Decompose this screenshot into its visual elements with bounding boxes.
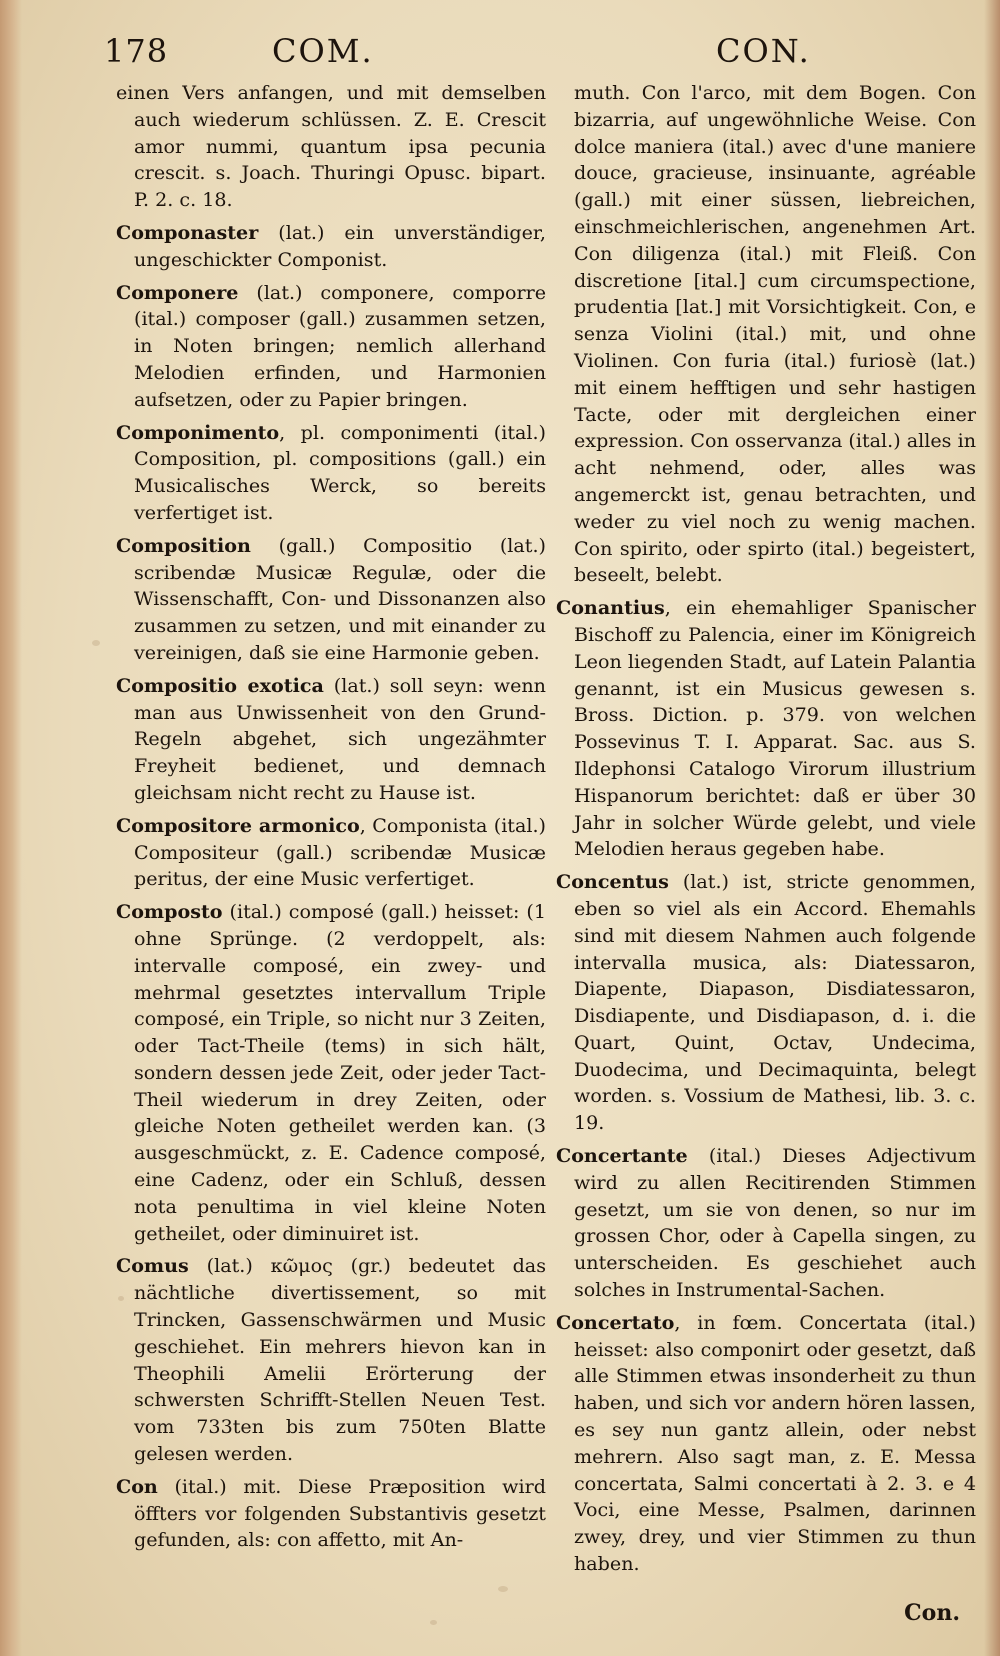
entry-text: (lat.) ist, stricte genommen, eben so viel als ein Accord. Ehemahls sind mit diesem Nahmen auch folgende intervalla musica, als: Diatessaron, Diapente, Diapason, Disdiatessaron, Disdiapente, und Disdiapason, d. i. die Quart, Quint, Octav, Undecima, Duodecima, und Decimaquinta, belegt worden. s. Vossium de Mathesi, lib. 3. c. 19. bbox=[574, 870, 976, 1135]
entry-headword: Compositore armonico bbox=[116, 813, 360, 837]
entry-text: (lat.) κῶμος (gr.) bedeutet das nächtliche divertissement, so mit Trincken, Gassenschwärmen und Music geschiehet. Ein mehrers hievon kan in Theophili Amelii Erörterung der schwersten Schrifft-Stellen Neuen Test. vom 733ten bis zum 750ten Blatte gelesen werden. bbox=[134, 1254, 546, 1466]
entry-text: (gall.) Compositio (lat.) scribendæ Musicæ Regulæ, oder die Wissenschafft, Con- und Dissonanzen also zusammen zu setzen, und mit einander zu vereinigen, daß sie eine Harmonie geben. bbox=[134, 533, 546, 664]
entry-headword: Composto bbox=[116, 900, 223, 924]
dictionary-entry bbox=[116, 420, 546, 527]
dictionary-entry bbox=[116, 1474, 546, 1554]
entry-text: (lat.) componere, comporre (ital.) composer (gall.) zusammen setzen, in Noten bringen; nemlich allerhand Melodien erfinden, und Harmonien aufsetzen, oder zu Papier bringen. bbox=[134, 280, 546, 411]
entry-text: (ital.) mit. Diese Præposition wird öffters vor folgenden Substantivis gesetzt gefunden, als: con affetto, mit An- bbox=[134, 1474, 546, 1552]
entry-headword: Componimento bbox=[116, 420, 280, 444]
foxing-spot bbox=[498, 1586, 508, 1592]
entry-text: einen Vers anfangen, und mit demselben auch wiederum schlüssen. Z. E. Crescit amor nummi, quantum ipsa pecunia crescit. s. Joach. Thuringi Opusc. bipart. P. 2. c. 18. bbox=[116, 81, 546, 212]
dictionary-entry bbox=[116, 673, 546, 807]
entry-text: , ein ehemahliger Spanischer Bischoff zu Palencia, einer im Königreich Leon liegenden Stadt, auf Latein Palantia genannt, ist ein Musicus gewesen s. Bross. Diction. p. 379. von welchen Possevinus T. I. Apparat. Sac. aus S. Ildephonsi Catalogo Virorum illustrium Hispanorum berichtet: daß er über 30 Jahr in solcher Würde gelebt, und viele Melodien heraus gegeben habe. bbox=[574, 596, 976, 861]
page-edge-left bbox=[0, 0, 22, 1656]
running-header bbox=[104, 26, 984, 76]
dictionary-entry bbox=[556, 1310, 976, 1578]
entry-headword: Comus bbox=[116, 1254, 189, 1278]
entry-text: (lat.) ein unverständiger, ungeschickter Componist. bbox=[134, 220, 546, 271]
page-edge-right bbox=[984, 0, 1000, 1656]
dictionary-entry bbox=[116, 533, 546, 667]
page-number: 178 bbox=[104, 32, 169, 70]
entry-headword: Concentus bbox=[556, 870, 669, 894]
foxing-spot bbox=[430, 1620, 437, 1625]
entry-headword: Composition bbox=[116, 533, 251, 557]
entry-headword: Concertato bbox=[556, 1310, 675, 1334]
dictionary-entry bbox=[556, 869, 976, 1137]
dictionary-entry bbox=[556, 80, 976, 589]
dictionary-entry bbox=[116, 280, 546, 414]
dictionary-entry bbox=[116, 80, 546, 214]
dictionary-entry bbox=[116, 220, 546, 274]
entry-text: , in fœm. Concertata (ital.) heisset: also componirt oder gesetzt, daß alle Stimmen etwas insonderheit zu thun haben, und sich vor andern hören lassen, es sey nun gantz allein, oder nebst mehrern. Also sagt man, z. E. Messa concertata, Salmi concertati à 2. 3. e 4 Voci, eine Messe, Psalmen, darinnen zwey, drey, und vier Stimmen zu thun haben. bbox=[574, 1310, 976, 1576]
left-text-column bbox=[116, 80, 546, 1560]
catchword: Con. bbox=[904, 1600, 960, 1626]
entry-text: (ital.) Dieses Adjectivum wird zu allen Recitirenden Stimmen gesetzt, um sie von denen, so nur im grossen Chor, oder à Capella singen, zu unterscheiden. Es geschiehet auch solches in Instrumental-Sachen. bbox=[574, 1144, 976, 1302]
entry-text: muth. Con l'arco, mit dem Bogen. Con bizarria, auf ungewöhnliche Weise. Con dolce maniera (ital.) avec d'une maniere douce, gracieuse, insinuante, agréable (gall.) mit einer süssen, liebreichen, einschmeichlerischen, angenehmen Art. Con diligenza (ital.) mit Fleiß. Con discretione [ital.] cum circumspectione, prudentia [lat.] mit Vorsichtigkeit. Con, e senza Violini (ital.) mit, und ohne Violinen. Con furia (ital.) furiosè (lat.) mit einem hefftigen und sehr hastigen Tacte, oder mit dergleichen einer expression. Con osservanza (ital.) alles in acht nehmend, oder, alles was angemerckt ist, genau betrachten, und weder zu viel noch zu wenig machen. Con spirito, oder spirto (ital.) begeistert, beseelt, belebt. bbox=[574, 81, 976, 587]
entry-text: , pl. componimenti (ital.) Composition, pl. compositions (gall.) ein Musicalisches Werck, so bereits verfertiget ist. bbox=[134, 420, 546, 524]
entry-headword: Compositio exotica bbox=[116, 673, 324, 697]
entry-headword: Concertante bbox=[556, 1144, 688, 1168]
entry-text: , Componista (ital.) Compositeur (gall.) scribendæ Musicæ peritus, der eine Music verfertiget. bbox=[134, 813, 546, 891]
running-head-right: CON. bbox=[716, 32, 811, 70]
running-head-left: COM. bbox=[272, 32, 374, 70]
entry-headword: Con bbox=[116, 1474, 158, 1498]
entry-headword: Conantius bbox=[556, 596, 665, 620]
dictionary-entry bbox=[116, 813, 546, 893]
right-text-column bbox=[556, 80, 976, 1584]
foxing-spot bbox=[92, 640, 100, 646]
entry-headword: Componaster bbox=[116, 220, 259, 244]
dictionary-entry bbox=[116, 1253, 546, 1467]
entry-headword: Componere bbox=[116, 280, 239, 304]
dictionary-entry bbox=[556, 595, 976, 863]
entry-text: (ital.) composé (gall.) heisset: (1 ohne Sprünge. (2 verdoppelt, als: intervalle composé, ein zwey- und mehrmal gesetztes intervallum Triple composé, ein Triple, so nicht nur 3 Zeiten, oder Tact-Theile (tems) in sich hält, sondern dessen jede Zeit, oder jeder Tact-Theil wiederum in drey Zeiten, oder gleiche Noten getheilet werden kan. (3 ausgeschmückt, z. E. Cadence composé, eine Cadenz, oder ein Schluß, dessen nota penultima in viel kleine Noten getheilet, oder diminuiret ist. bbox=[134, 900, 546, 1245]
dictionary-entry bbox=[556, 1143, 976, 1304]
dictionary-entry bbox=[116, 899, 546, 1247]
entry-text: (lat.) soll seyn: wenn man aus Unwissenheit von den Grund-Regeln abgehet, sich ungezähmter Freyheit bedienet, und demnach gleichsam nicht recht zu Hause ist. bbox=[134, 673, 546, 804]
